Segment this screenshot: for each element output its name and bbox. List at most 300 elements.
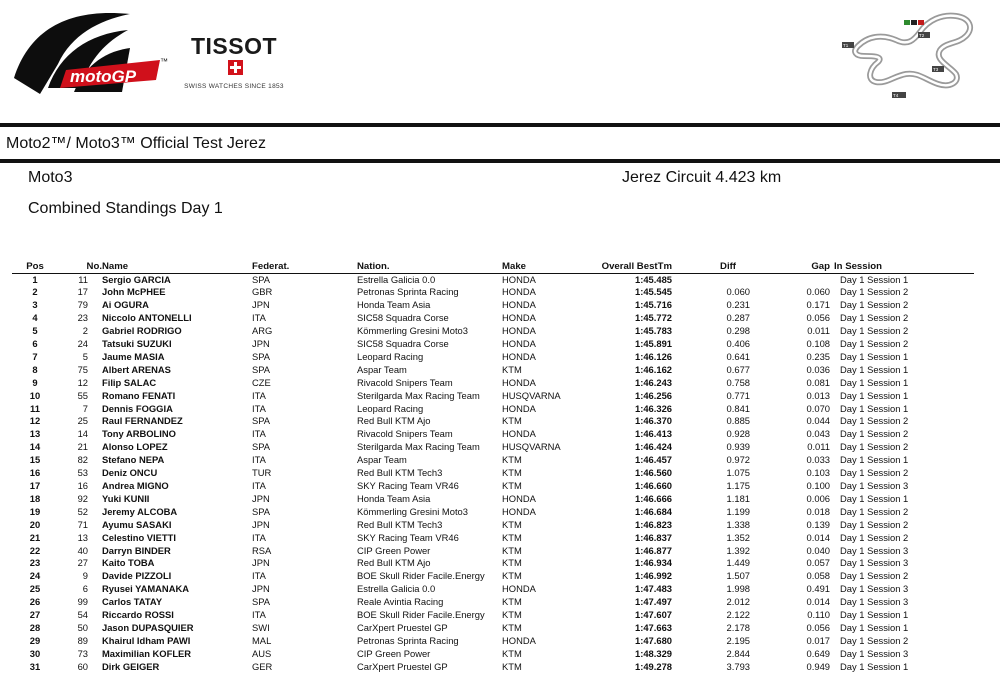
table-row (12, 596, 974, 609)
cell-session: Day 1 Session 2 (840, 518, 909, 530)
cell-number: 11 (78, 273, 88, 285)
cell-gap: 0.056 (806, 312, 830, 324)
cell-team: Aspar Team (357, 454, 407, 466)
table-row (12, 273, 974, 286)
cell-gap: 0.036 (806, 363, 830, 375)
cell-federation: GER (252, 660, 273, 672)
cell-diff: 0.928 (726, 428, 750, 440)
swiss-cross-icon (228, 60, 243, 75)
col-header-team: Nation. (357, 261, 502, 273)
cell-team: SIC58 Squadra Corse (357, 312, 449, 324)
cell-diff: 0.939 (726, 441, 750, 453)
cell-make: HONDA (502, 505, 536, 517)
tissot-brand: TISSOT (190, 33, 278, 59)
cell-team: SKY Racing Team VR46 (357, 531, 459, 543)
cell-team: CarXpert Pruestel GP (357, 621, 448, 633)
cell-team: Kömmerling Gresini Moto3 (357, 325, 468, 337)
table-row (12, 428, 974, 441)
cell-team: Honda Team Asia (357, 299, 431, 311)
cell-best-time: 1:45.772 (634, 312, 672, 324)
svg-text:T2: T2 (919, 33, 925, 38)
circuit-info: Jerez Circuit 4.423 km (622, 169, 782, 186)
cell-best-time: 1:46.424 (634, 441, 672, 453)
cell-pos: 20 (29, 518, 41, 530)
table-row (12, 325, 974, 338)
cell-team: Kömmerling Gresini Moto3 (357, 505, 468, 517)
track-layout-icon (838, 6, 986, 102)
cell-diff: 1.075 (726, 467, 750, 479)
tissot-tagline: SWISS WATCHES SINCE 1853 (184, 83, 284, 90)
cell-federation: CZE (252, 376, 271, 388)
cell-federation: JPN (252, 299, 270, 311)
cell-make: KTM (502, 570, 522, 582)
cell-number: 60 (77, 660, 88, 672)
cell-session: Day 1 Session 3 (840, 647, 909, 659)
cell-pos: 13 (29, 428, 41, 440)
table-row (12, 570, 974, 583)
cell-team: Aspar Team (357, 363, 407, 375)
cell-pos: 23 (29, 557, 41, 569)
motogp-logo (10, 8, 175, 100)
cell-team: BOE Skull Rider Facile.Energy (357, 609, 485, 621)
cell-pos: 1 (32, 273, 38, 285)
cell-team: CIP Green Power (357, 647, 431, 659)
cell-best-time: 1:46.837 (634, 531, 672, 543)
cell-make: HONDA (502, 376, 536, 388)
cell-best-time: 1:46.684 (634, 505, 672, 517)
cell-pos: 19 (29, 505, 41, 517)
cell-session: Day 1 Session 1 (840, 389, 909, 401)
table-row (12, 519, 974, 532)
cell-best-time: 1:46.877 (634, 544, 672, 556)
cell-best-time: 1:49.278 (634, 660, 672, 672)
cell-team: Estrella Galicia 0.0 (357, 273, 436, 285)
cell-diff: 0.641 (726, 350, 750, 362)
cell-best-time: 1:48.329 (634, 647, 672, 659)
table-row (12, 557, 974, 570)
cell-gap: 0.949 (806, 660, 830, 672)
cell-best-time: 1:47.483 (634, 583, 672, 595)
cell-federation: SPA (252, 350, 271, 362)
col-header-federation: Federat. (252, 261, 357, 273)
cell-pos: 3 (32, 299, 38, 311)
table-row (12, 622, 974, 635)
cell-federation: SPA (252, 596, 271, 608)
cell-number: 17 (77, 286, 88, 298)
cell-pos: 5 (32, 325, 38, 337)
cell-diff: 0.298 (726, 325, 750, 337)
cell-federation: ITA (252, 531, 266, 543)
cell-pos: 10 (29, 389, 41, 401)
cell-federation: GBR (252, 286, 273, 298)
cell-best-time: 1:45.716 (634, 299, 672, 311)
cell-team: Red Bull KTM Tech3 (357, 518, 443, 530)
cell-make: HONDA (502, 428, 536, 440)
cell-make: KTM (502, 557, 522, 569)
cell-make: HUSQVARNA (502, 441, 561, 453)
cell-gap: 0.110 (807, 609, 830, 621)
cell-rider-name: Carlos TATAY (102, 596, 163, 608)
cell-diff: 3.793 (726, 660, 750, 672)
cell-make: HONDA (502, 492, 536, 504)
header-divider-top (0, 123, 1000, 127)
col-header-number: No. (58, 261, 102, 273)
cell-make: HUSQVARNA (502, 389, 561, 401)
col-header-make: Make (502, 261, 582, 273)
cell-make: KTM (502, 621, 522, 633)
table-row (12, 364, 974, 377)
cell-rider-name: Maximilian KOFLER (102, 647, 192, 659)
cell-federation: AUS (252, 647, 272, 659)
cell-best-time: 1:46.256 (634, 389, 672, 401)
cell-number: 82 (77, 454, 88, 466)
svg-text:T4: T4 (893, 93, 899, 98)
cell-diff: 1.392 (726, 544, 750, 556)
cell-rider-name: Romano FENATI (102, 389, 176, 401)
cell-best-time: 1:46.162 (634, 363, 672, 375)
cell-federation: JPN (252, 557, 270, 569)
table-header-row (12, 261, 974, 273)
cell-rider-name: Andrea MIGNO (102, 480, 169, 491)
cell-rider-name: Jason DUPASQUIER (102, 621, 194, 633)
cell-team: Sterilgarda Max Racing Team (357, 389, 480, 401)
cell-best-time: 1:46.560 (634, 467, 672, 479)
cell-number: 27 (77, 557, 88, 569)
cell-best-time: 1:47.497 (634, 596, 672, 608)
cell-best-time: 1:46.126 (634, 350, 672, 362)
table-row (12, 506, 974, 519)
cell-best-time: 1:46.457 (634, 454, 672, 466)
cell-best-time: 1:46.370 (634, 415, 672, 427)
cell-team: CIP Green Power (357, 544, 431, 556)
cell-federation: RSA (252, 544, 272, 556)
table-row (12, 312, 974, 325)
cell-pos: 29 (29, 634, 41, 646)
cell-gap: 0.040 (806, 544, 830, 556)
cell-make: KTM (502, 480, 522, 491)
cell-rider-name: Darryn BINDER (102, 544, 171, 556)
cell-gap: 0.058 (806, 570, 830, 582)
cell-federation: ITA (252, 480, 266, 491)
cell-team: Honda Team Asia (357, 492, 431, 504)
cell-pos: 18 (29, 492, 41, 504)
cell-pos: 16 (29, 467, 41, 479)
table-row (12, 545, 974, 558)
cell-gap: 0.056 (806, 621, 830, 633)
cell-diff: 1.175 (726, 480, 750, 491)
cell-session: Day 1 Session 2 (840, 441, 909, 453)
cell-federation: MAL (252, 634, 272, 646)
standings-table (12, 261, 974, 674)
cell-make: KTM (502, 518, 522, 530)
table-row (12, 493, 974, 506)
cell-rider-name: Davide PIZZOLI (102, 570, 172, 582)
cell-session: Day 1 Session 1 (840, 454, 909, 466)
cell-federation: SPA (252, 505, 271, 517)
cell-number: 52 (77, 505, 88, 517)
col-header-pos: Pos (12, 261, 58, 273)
cell-rider-name: Filip SALAC (102, 376, 157, 388)
cell-team: CarXpert Pruestel GP (357, 660, 448, 672)
cell-gap: 0.103 (806, 467, 830, 479)
table-row (12, 338, 974, 351)
cell-gap: 0.491 (806, 583, 830, 595)
cell-team: SIC58 Squadra Corse (357, 338, 449, 350)
cell-diff: 1.449 (726, 557, 750, 569)
cell-diff: 2.195 (726, 634, 750, 646)
cell-pos: 7 (32, 350, 38, 362)
cell-best-time: 1:46.326 (634, 402, 672, 414)
cell-session: Day 1 Session 2 (840, 634, 909, 646)
cell-team: Reale Avintia Racing (357, 596, 444, 608)
cell-number: 75 (77, 363, 88, 375)
cell-number: 53 (77, 467, 88, 479)
cell-federation: ITA (252, 609, 266, 621)
cell-team: Petronas Sprinta Racing (357, 634, 459, 646)
cell-make: KTM (502, 544, 522, 556)
cell-diff: 0.677 (726, 363, 750, 375)
cell-team: Red Bull KTM Tech3 (357, 467, 443, 479)
cell-pos: 14 (29, 441, 41, 453)
cell-federation: SPA (252, 273, 271, 285)
cell-session: Day 1 Session 2 (840, 286, 909, 298)
cell-diff: 0.231 (726, 299, 750, 311)
cell-rider-name: Raul FERNANDEZ (102, 415, 183, 427)
cell-gap: 0.171 (806, 299, 830, 311)
cell-pos: 22 (29, 544, 41, 556)
cell-gap: 0.011 (807, 325, 830, 337)
cell-diff: 2.178 (726, 621, 750, 633)
cell-number: 24 (77, 338, 88, 350)
cell-federation: TUR (252, 467, 272, 479)
cell-rider-name: Deniz ONCU (102, 467, 158, 479)
col-header-name: Name (102, 261, 252, 273)
cell-diff: 2.012 (726, 596, 750, 608)
table-row (12, 609, 974, 622)
cell-make: HONDA (502, 402, 536, 414)
cell-federation: SPA (252, 363, 271, 375)
cell-diff: 0.972 (726, 454, 750, 466)
svg-text:T1: T1 (843, 43, 849, 48)
cell-team: Leopard Racing (357, 402, 424, 414)
cell-number: 40 (77, 544, 88, 556)
cell-diff: 1.998 (726, 583, 750, 595)
svg-text:™: ™ (160, 57, 168, 66)
cell-number: 71 (77, 518, 88, 530)
cell-number: 92 (77, 492, 88, 504)
cell-rider-name: Stefano NEPA (102, 454, 165, 466)
cell-best-time: 1:47.663 (634, 621, 672, 633)
cell-federation: ITA (252, 454, 266, 466)
cell-diff: 2.122 (726, 609, 750, 621)
table-row (12, 441, 974, 454)
cell-best-time: 1:46.666 (634, 492, 672, 504)
cell-best-time: 1:45.545 (634, 286, 672, 298)
cell-gap: 0.018 (806, 505, 830, 517)
cell-pos: 25 (29, 583, 41, 595)
cell-number: 9 (82, 570, 88, 582)
cell-number: 54 (77, 609, 88, 621)
cell-diff: 0.060 (726, 286, 750, 298)
table-row (12, 635, 974, 648)
cell-pos: 6 (32, 338, 38, 350)
cell-rider-name: Jeremy ALCOBA (102, 505, 178, 517)
cell-diff: 0.287 (726, 312, 750, 324)
cell-best-time: 1:47.680 (634, 634, 672, 646)
cell-number: 73 (77, 647, 88, 659)
cell-team: Rivacold Snipers Team (357, 376, 453, 388)
cell-rider-name: Khairul Idham PAWI (102, 634, 191, 646)
cell-number: 23 (77, 312, 88, 324)
cell-rider-name: Gabriel RODRIGO (102, 325, 182, 337)
cell-diff: 1.507 (726, 570, 750, 582)
cell-pos: 26 (29, 596, 41, 608)
cell-federation: JPN (252, 583, 270, 595)
cell-session: Day 1 Session 2 (840, 299, 909, 311)
class-name: Moto3 (28, 169, 73, 186)
cell-federation: ITA (252, 402, 266, 414)
cell-gap: 0.014 (806, 596, 830, 608)
col-header-session: In Session (830, 261, 974, 273)
cell-best-time: 1:47.607 (634, 609, 672, 621)
cell-pos: 21 (29, 531, 41, 543)
cell-gap: 0.044 (806, 415, 830, 427)
table-row (12, 480, 974, 493)
standings-title: Combined Standings Day 1 (28, 200, 223, 217)
cell-session: Day 1 Session 2 (840, 570, 909, 582)
motogp-logo-graphic (10, 8, 175, 100)
cell-rider-name: Riccardo ROSSI (102, 609, 174, 621)
cell-team: Petronas Sprinta Racing (357, 286, 459, 298)
cell-best-time: 1:46.934 (634, 557, 672, 569)
cell-make: HONDA (502, 583, 536, 595)
cell-make: KTM (502, 467, 522, 479)
cell-number: 5 (82, 350, 88, 362)
cell-federation: SWI (252, 621, 270, 633)
cell-session: Day 1 Session 1 (840, 621, 909, 633)
cell-rider-name: Yuki KUNII (102, 492, 150, 504)
cell-federation: ITA (252, 389, 266, 401)
cell-pos: 30 (29, 647, 41, 659)
cell-team: Red Bull KTM Ajo (357, 557, 431, 569)
cell-number: 79 (77, 299, 88, 311)
table-row (12, 351, 974, 364)
cell-number: 12 (77, 376, 88, 388)
cell-best-time: 1:45.891 (634, 338, 672, 350)
cell-rider-name: Jaume MASIA (102, 350, 165, 362)
cell-pos: 4 (32, 312, 38, 324)
cell-rider-name: Ayumu SASAKI (102, 518, 172, 530)
table-row (12, 403, 974, 416)
cell-make: KTM (502, 531, 522, 543)
cell-team: Red Bull KTM Ajo (357, 415, 431, 427)
table-row (12, 299, 974, 312)
cell-make: HONDA (502, 273, 536, 285)
cell-best-time: 1:46.823 (634, 518, 672, 530)
table-row (12, 532, 974, 545)
circuit-map (838, 6, 986, 102)
cell-federation: ITA (252, 428, 266, 440)
cell-make: KTM (502, 415, 522, 427)
cell-gap: 0.017 (806, 634, 830, 646)
cell-session: Day 1 Session 2 (840, 325, 909, 337)
cell-federation: JPN (252, 338, 270, 350)
cell-team: Sterilgarda Max Racing Team (357, 441, 480, 453)
event-title: Moto2™/ Moto3™ Official Test Jerez (6, 135, 266, 152)
cell-number: 21 (77, 441, 88, 453)
cell-make: HONDA (502, 350, 536, 362)
cell-number: 55 (77, 389, 88, 401)
cell-number: 6 (82, 583, 88, 595)
cell-session: Day 1 Session 3 (840, 480, 909, 491)
cell-make: HONDA (502, 312, 536, 324)
cell-diff: 1.352 (726, 531, 750, 543)
cell-make: HONDA (502, 634, 536, 646)
cell-federation: SPA (252, 441, 271, 453)
col-header-best-time: Overall BestTm (582, 261, 678, 273)
cell-gap: 0.014 (806, 531, 830, 543)
cell-federation: ITA (252, 570, 266, 582)
cell-session: Day 1 Session 3 (840, 596, 909, 608)
cell-team: SKY Racing Team VR46 (357, 480, 459, 491)
cell-number: 7 (82, 402, 88, 414)
cell-gap: 0.043 (806, 428, 830, 440)
cell-number: 25 (77, 415, 88, 427)
cell-make: KTM (502, 660, 522, 672)
cell-team: Leopard Racing (357, 350, 424, 362)
cell-diff: 1.181 (726, 492, 750, 504)
cell-number: 89 (77, 634, 88, 646)
cell-session: Day 1 Session 1 (840, 609, 909, 621)
table-row (12, 454, 974, 467)
cell-rider-name: Tony ARBOLINO (102, 428, 176, 440)
cell-gap: 0.108 (806, 338, 830, 350)
cell-diff: 0.885 (726, 415, 750, 427)
cell-rider-name: John McPHEE (102, 286, 166, 298)
cell-gap: 0.013 (806, 389, 830, 401)
cell-rider-name: Tatsuki SUZUKI (102, 338, 172, 350)
cell-best-time: 1:46.413 (634, 428, 672, 440)
cell-session: Day 1 Session 1 (840, 402, 909, 414)
cell-rider-name: Dirk GEIGER (102, 660, 160, 672)
cell-session: Day 1 Session 3 (840, 557, 909, 569)
cell-federation: ITA (252, 312, 266, 324)
cell-gap: 0.011 (807, 441, 830, 453)
cell-gap: 0.649 (806, 647, 830, 659)
cell-make: KTM (502, 596, 522, 608)
cell-gap: 0.006 (806, 492, 830, 504)
cell-pos: 8 (32, 363, 38, 375)
cell-team: Rivacold Snipers Team (357, 428, 453, 440)
cell-pos: 9 (32, 376, 38, 388)
cell-rider-name: Dennis FOGGIA (102, 402, 173, 414)
cell-federation: JPN (252, 518, 270, 530)
cell-pos: 27 (29, 609, 41, 621)
cell-pos: 28 (29, 621, 41, 633)
cell-make: KTM (502, 609, 522, 621)
cell-session: Day 1 Session 2 (840, 312, 909, 324)
cell-session: Day 1 Session 3 (840, 583, 909, 595)
table-row (12, 467, 974, 480)
cell-gap: 0.057 (806, 557, 830, 569)
table-row (12, 390, 974, 403)
cell-make: KTM (502, 647, 522, 659)
cell-pos: 11 (30, 402, 40, 414)
cell-session: Day 1 Session 2 (840, 428, 909, 440)
cell-pos: 12 (29, 415, 41, 427)
cell-rider-name: Albert ARENAS (102, 363, 171, 375)
tissot-logo (184, 33, 284, 90)
